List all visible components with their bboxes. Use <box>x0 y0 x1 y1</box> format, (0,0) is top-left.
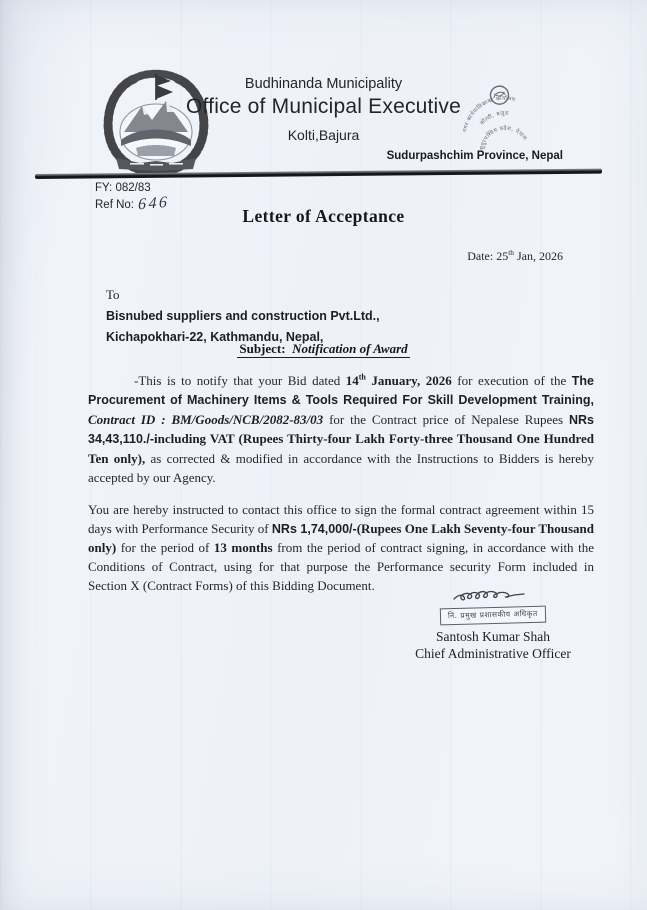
project-name: The Procurement of Machinery Items & Tools Required For Skill Development Training, <box>88 374 595 408</box>
letter-body <box>88 371 594 596</box>
body-text: -This is to notify that your Bid dated <box>134 373 346 388</box>
signatory-title: Chief Administrative Officer <box>415 646 571 661</box>
amount-in-words: (Rupees Thirty-four Lakh Forty-three Thousand One Hundred Ten only), <box>88 431 594 466</box>
salutation: To <box>106 287 120 302</box>
designation-stamp: नि. प्रमुख प्रशासकीय अधिकृत <box>440 606 546 626</box>
body-text: for the period of <box>116 540 214 556</box>
body-text: for the Contract price of Nepalese Rupees <box>323 411 569 427</box>
date-ordinal: th <box>508 248 514 257</box>
signature-block <box>398 586 588 662</box>
round-stamp-line1: नगर कार्यपालिकाको कार्यालय <box>462 95 516 133</box>
ref-number-handwritten: 646 <box>137 193 170 214</box>
round-stamp-line2: कोल्टी, बजुरा <box>479 110 510 127</box>
body-text: You are hereby instructed to contact this office to sign the formal contract agreement within 15 days with Performance Security of <box>88 501 594 536</box>
letterhead <box>0 76 647 143</box>
round-stamp-line3: सुदूरपश्चिम प्रदेश, नेपाल <box>479 125 528 151</box>
security-amount: NRs 1,74,000/- <box>271 521 357 536</box>
date-month-year: Jan, 2026 <box>514 249 563 263</box>
letter-title: Letter of Acceptance <box>242 206 405 226</box>
vat-note: including VAT <box>154 431 239 447</box>
contract-id: Contract ID : BM/Goods/NCB/2082-83/03 <box>88 411 324 427</box>
body-text: from the period of contract signing, in accordance with the Conditions of Contract, using for that purpose the Performance security Form included in Section X (Contract Forms) of this Bidding Document. <box>88 540 594 594</box>
date-day: Date: 25 <box>467 249 509 263</box>
paragraph-award <box>88 371 594 487</box>
bid-date-rest: January, 2026 <box>365 373 452 388</box>
province-line: Sudurpashchim Province, Nepal <box>386 150 563 162</box>
ref-label: Ref No: <box>95 199 134 211</box>
recipient-address: Kichapokhari-22, Kathmandu, Nepal, <box>106 330 324 344</box>
signature-icon <box>450 586 536 604</box>
signatory-name: Santosh Kumar Shah <box>436 629 550 644</box>
fiscal-year: FY: 082/83 <box>95 182 151 194</box>
body-text: as corrected & modified in accordance with the Instructions to Bidders is hereby accepted by our Agency. <box>88 450 594 485</box>
subject-line <box>0 341 647 357</box>
bid-date-ordinal: th <box>358 372 366 382</box>
recipient-name: Bisnubed suppliers and construction Pvt.Ltd., <box>106 309 380 323</box>
office-name: Office of Municipal Executive <box>185 95 462 118</box>
body-text: for execution of the <box>451 373 572 388</box>
security-period: 13 months <box>213 540 273 556</box>
subject-label: Subject: <box>239 341 286 356</box>
recipient-block <box>106 287 380 344</box>
bid-date: 14 <box>345 373 359 388</box>
paragraph-instructions <box>88 500 594 596</box>
subject-value: Notification of Award <box>292 341 408 356</box>
security-amount-words: (Rupees One Lakh Seventy-four Thousand only) <box>88 520 594 556</box>
office-location: Kolti,Bajura <box>287 127 360 143</box>
contract-amount: NRs 34,43,110./- <box>88 412 594 447</box>
date-line <box>467 249 563 264</box>
municipality-name: Budhinanda Municipality <box>244 76 403 92</box>
